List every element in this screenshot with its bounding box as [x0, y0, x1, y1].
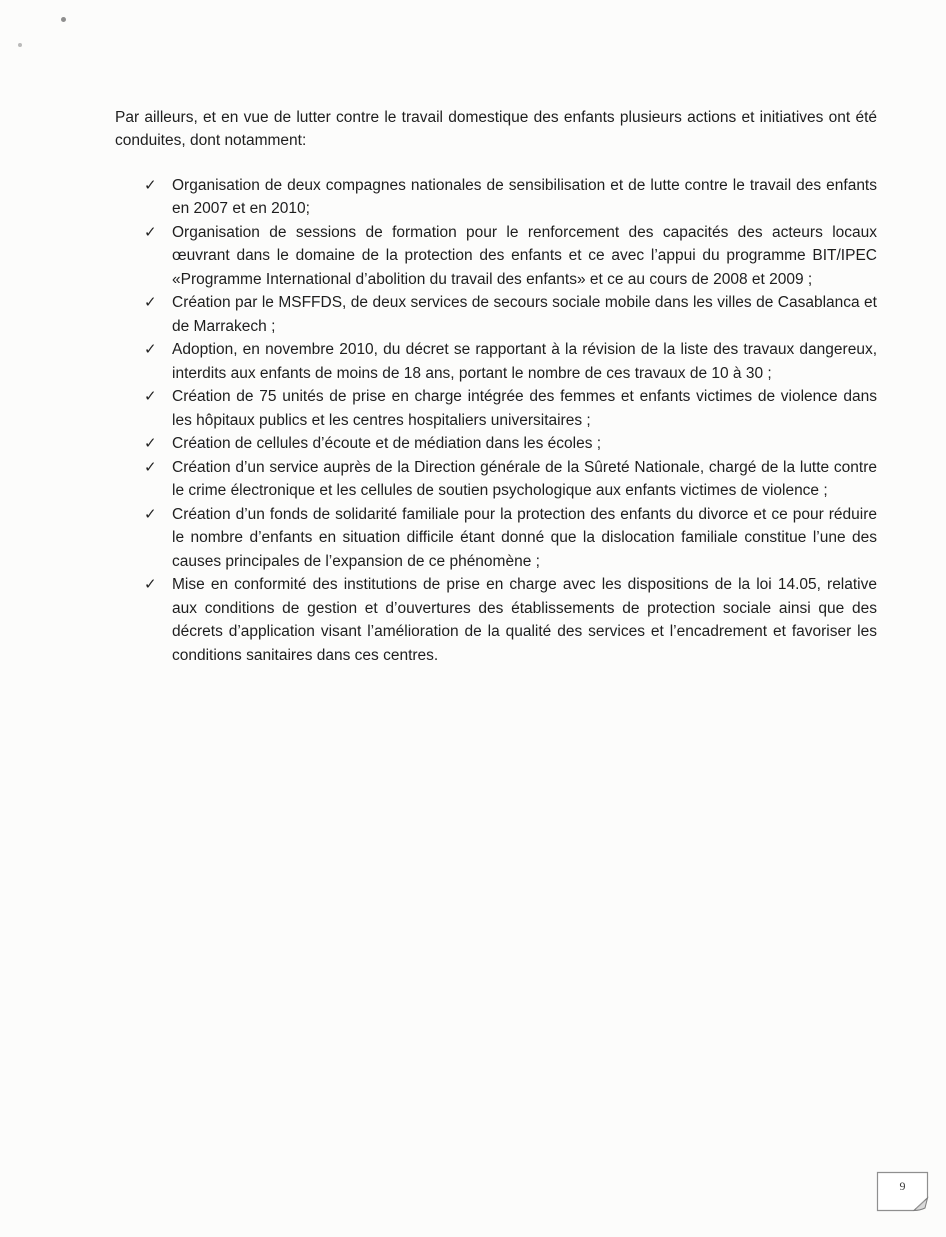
list-item-text: Création de cellules d’écoute et de médiation dans les écoles ; [172, 435, 602, 452]
checkmark-icon: ✓ [144, 435, 157, 452]
list-item [115, 174, 877, 221]
intro-paragraph: Par ailleurs, et en vue de lutter contre le travail domestique des enfants plusieurs actions et initiatives ont été conduites, dont notamment: [115, 108, 877, 149]
list-item [115, 385, 877, 432]
checkmark-icon: ✓ [144, 341, 157, 358]
checkmark-icon: ✓ [144, 458, 157, 476]
checkmark-icon: ✓ [144, 176, 157, 194]
list-item [115, 338, 877, 385]
list-item [115, 503, 877, 574]
page-number: 9 [899, 1179, 906, 1193]
list-item [115, 432, 877, 456]
list-item-text: Création d’un fonds de solidarité familiale pour la protection des enfants du divorce et ce pour réduire le nombre d’enfants en situation difficile étant donné que la dislocation familiale constitue l’une des causes principales de l’expansion de ce phénomène ; [172, 505, 877, 570]
list-item [115, 291, 877, 338]
list-item-text: Organisation de sessions de formation pour le renforcement des capacités des acteurs locaux œuvrant dans le domaine de la protection des enfants et ce avec l’appui du programme BIT/IPEC «Programme International d’abolition du travail des enfants» et ce au cours de 2008 et 2009 ; [172, 223, 877, 288]
checkmark-icon: ✓ [144, 576, 157, 593]
list-item-text: Création par le MSFFDS, de deux services de secours sociale mobile dans les villes de Casablanca et de Marrakech ; [172, 294, 877, 335]
checkmark-icon: ✓ [144, 223, 157, 241]
list-item-text: Organisation de deux compagnes nationales de sensibilisation et de lutte contre le travail des enfants en 2007 et en 2010; [172, 176, 877, 217]
document-body [115, 90, 877, 667]
list-item [115, 573, 877, 667]
list-item-text: Mise en conformité des institutions de prise en charge avec les dispositions de la loi 14.05, relative aux conditions de gestion et d’ouvertures des établissements de protection sociale ainsi que des décrets d’application visant l’amélioration de la qualité des services et l’encadrement et favoriser les conditions sanitaires dans ces centres. [172, 576, 877, 664]
list-item-text: Création d’un service auprès de la Direction générale de la Sûreté Nationale, chargé de la lutte contre le crime électronique et les cellules de soutien psychologique aux enfants victimes de violence ; [172, 458, 877, 499]
list-item [115, 456, 877, 503]
scan-artifact-dot [18, 43, 22, 47]
list-item-text: Adoption, en novembre 2010, du décret se rapportant à la révision de la liste des travaux dangereux, interdits aux enfants de moins de 18 ans, portant le nombre de ces travaux de 10 à 30 ; [172, 341, 877, 382]
checkmark-icon: ✓ [144, 294, 157, 311]
scan-artifact-dot [61, 17, 66, 22]
page-number-box [876, 1171, 929, 1212]
list-item-text: Création de 75 unités de prise en charge intégrée des femmes et enfants victimes de violence dans les hôpitaux publics et les centres hospitaliers universitaires ; [172, 388, 877, 429]
checkmark-icon: ✓ [144, 388, 157, 405]
checkmark-icon: ✓ [144, 505, 157, 523]
list-item [115, 221, 877, 292]
bullet-list [115, 174, 877, 668]
